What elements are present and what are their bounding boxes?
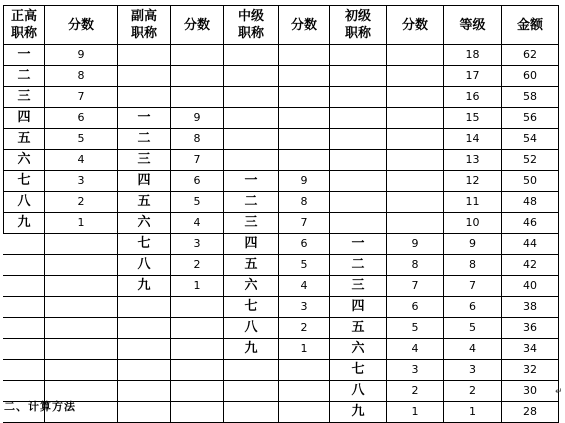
cell-senior-rank: 四 (4, 108, 45, 129)
cell-deputy-score (171, 318, 224, 339)
cell-amount: 56 (502, 108, 559, 129)
cell-middle-rank: 一 (224, 171, 279, 192)
cell-deputy-score (171, 297, 224, 318)
cell-junior-rank (330, 192, 387, 213)
cell-middle-rank (224, 402, 279, 423)
cell-deputy-rank: 三 (118, 150, 171, 171)
cell-middle-score (279, 360, 330, 381)
cell-deputy-score (171, 45, 224, 66)
cell-deputy-rank (118, 402, 171, 423)
header-middle-rank (224, 6, 279, 45)
cell-senior-score: 7 (45, 87, 118, 108)
cell-middle-rank: 五 (224, 255, 279, 276)
table-row (4, 318, 559, 339)
cell-grade: 8 (444, 255, 502, 276)
cell-senior-score: 2 (45, 192, 118, 213)
cell-junior-score (387, 129, 444, 150)
cell-deputy-rank: 八 (118, 255, 171, 276)
table-row (4, 66, 559, 87)
cell-deputy-score: 6 (171, 171, 224, 192)
cell-senior-rank (4, 339, 45, 360)
cell-amount: 46 (502, 213, 559, 234)
grade-salary-table (3, 5, 559, 423)
header-deputy-rank (118, 6, 171, 45)
cell-deputy-rank (118, 318, 171, 339)
cell-deputy-score: 8 (171, 129, 224, 150)
cell-deputy-score: 1 (171, 276, 224, 297)
cell-junior-rank: 五 (330, 318, 387, 339)
cell-senior-rank: 一 (4, 45, 45, 66)
cell-middle-score: 6 (279, 234, 330, 255)
header-senior-rank (4, 6, 45, 45)
cell-junior-rank (330, 213, 387, 234)
cell-grade: 2 (444, 381, 502, 402)
cell-amount: 34 (502, 339, 559, 360)
table-row (4, 108, 559, 129)
cell-grade: 13 (444, 150, 502, 171)
table-row (4, 234, 559, 255)
cell-deputy-rank (118, 381, 171, 402)
table-row (4, 297, 559, 318)
cell-deputy-rank: 四 (118, 171, 171, 192)
cell-junior-score: 4 (387, 339, 444, 360)
cell-senior-score: 3 (45, 171, 118, 192)
cell-senior-rank (4, 276, 45, 297)
cell-grade: 18 (444, 45, 502, 66)
cell-junior-score (387, 192, 444, 213)
cell-grade: 3 (444, 360, 502, 381)
cell-junior-score (387, 171, 444, 192)
cell-amount: 60 (502, 66, 559, 87)
cell-middle-score (279, 129, 330, 150)
cell-deputy-score: 3 (171, 234, 224, 255)
cell-junior-rank (330, 108, 387, 129)
cell-deputy-rank (118, 66, 171, 87)
cell-grade: 16 (444, 87, 502, 108)
cell-junior-score (387, 150, 444, 171)
cell-deputy-rank: 一 (118, 108, 171, 129)
cell-grade: 15 (444, 108, 502, 129)
cell-middle-rank: 九 (224, 339, 279, 360)
cell-amount: 38 (502, 297, 559, 318)
cell-middle-score (279, 402, 330, 423)
cell-deputy-score: 9 (171, 108, 224, 129)
header-junior-rank (330, 6, 387, 45)
cell-senior-score: 9 (45, 45, 118, 66)
cell-junior-rank: 七 (330, 360, 387, 381)
cell-deputy-rank: 五 (118, 192, 171, 213)
cell-deputy-score (171, 66, 224, 87)
cell-senior-score (45, 318, 118, 339)
cell-grade: 4 (444, 339, 502, 360)
cell-senior-rank: 三 (4, 87, 45, 108)
cell-deputy-rank: 七 (118, 234, 171, 255)
table-row (4, 171, 559, 192)
table-row (4, 150, 559, 171)
cell-junior-rank (330, 45, 387, 66)
cell-senior-score (45, 234, 118, 255)
cell-deputy-rank (118, 297, 171, 318)
header-senior-score: 分数 (45, 6, 118, 45)
cell-senior-rank (4, 255, 45, 276)
cell-middle-score: 4 (279, 276, 330, 297)
header-deputy-score: 分数 (171, 6, 224, 45)
cell-junior-score: 7 (387, 276, 444, 297)
table-row (4, 339, 559, 360)
cell-middle-score: 2 (279, 318, 330, 339)
header-middle-rank-bottom: 职称 (237, 26, 264, 41)
cell-middle-score (279, 87, 330, 108)
cell-senior-score: 4 (45, 150, 118, 171)
cell-amount: 54 (502, 129, 559, 150)
cell-deputy-score (171, 360, 224, 381)
table-row (4, 276, 559, 297)
cell-junior-rank (330, 129, 387, 150)
cell-grade: 11 (444, 192, 502, 213)
cell-middle-score: 5 (279, 255, 330, 276)
cell-deputy-score (171, 87, 224, 108)
cell-amount: 62 (502, 45, 559, 66)
cell-junior-rank (330, 87, 387, 108)
cell-deputy-rank (118, 45, 171, 66)
cell-junior-rank (330, 66, 387, 87)
cell-senior-score (45, 297, 118, 318)
cell-deputy-score (171, 381, 224, 402)
table-row (4, 255, 559, 276)
cell-deputy-score: 2 (171, 255, 224, 276)
cell-junior-rank: 二 (330, 255, 387, 276)
cell-senior-rank (4, 297, 45, 318)
cell-amount: 40 (502, 276, 559, 297)
cell-deputy-rank (118, 87, 171, 108)
cell-junior-rank (330, 171, 387, 192)
cell-junior-score: 6 (387, 297, 444, 318)
table-row (4, 213, 559, 234)
cell-deputy-rank: 九 (118, 276, 171, 297)
table-row (4, 87, 559, 108)
cell-grade: 9 (444, 234, 502, 255)
cell-amount: 48 (502, 192, 559, 213)
cell-junior-score (387, 66, 444, 87)
header-amount: 金额 (502, 6, 559, 45)
cell-junior-score: 5 (387, 318, 444, 339)
cell-junior-rank: 三 (330, 276, 387, 297)
cell-middle-score: 8 (279, 192, 330, 213)
cell-middle-rank (224, 45, 279, 66)
header-deputy-rank-bottom: 职称 (130, 26, 157, 41)
cell-middle-rank (224, 66, 279, 87)
cell-senior-rank (4, 318, 45, 339)
cell-senior-rank: 六 (4, 150, 45, 171)
cell-junior-rank: 八 (330, 381, 387, 402)
cell-junior-score (387, 87, 444, 108)
cell-senior-score: 8 (45, 66, 118, 87)
cell-middle-rank: 六 (224, 276, 279, 297)
cell-middle-rank: 七 (224, 297, 279, 318)
cell-middle-rank (224, 150, 279, 171)
cell-grade: 10 (444, 213, 502, 234)
cell-deputy-rank: 六 (118, 213, 171, 234)
cell-junior-score (387, 108, 444, 129)
cell-middle-rank: 四 (224, 234, 279, 255)
cell-junior-rank: 四 (330, 297, 387, 318)
cell-senior-score (45, 276, 118, 297)
cell-junior-rank (330, 150, 387, 171)
cell-junior-score (387, 213, 444, 234)
cell-junior-rank: 六 (330, 339, 387, 360)
cell-senior-rank: 八 (4, 192, 45, 213)
section-heading-partial: 二、计算方法 (4, 400, 76, 413)
cell-senior-score: 5 (45, 129, 118, 150)
cell-amount: 52 (502, 150, 559, 171)
header-senior-rank-top: 正高 (10, 9, 37, 24)
header-deputy-rank-top: 副高 (130, 9, 157, 24)
cell-middle-score: 7 (279, 213, 330, 234)
cell-middle-score (279, 381, 330, 402)
table-row (4, 192, 559, 213)
header-junior-score: 分数 (387, 6, 444, 45)
cell-deputy-score: 5 (171, 192, 224, 213)
cell-amount: 32 (502, 360, 559, 381)
cell-middle-rank: 三 (224, 213, 279, 234)
cell-middle-rank: 二 (224, 192, 279, 213)
cell-amount: 50 (502, 171, 559, 192)
cell-middle-score (279, 108, 330, 129)
cell-deputy-score (171, 402, 224, 423)
paragraph-return-mark: ↵ (555, 387, 563, 397)
cell-senior-rank (4, 360, 45, 381)
cell-middle-score (279, 150, 330, 171)
table-row (4, 360, 559, 381)
cell-grade: 5 (444, 318, 502, 339)
cell-amount: 28 (502, 402, 559, 423)
header-grade: 等级 (444, 6, 502, 45)
cell-amount: 58 (502, 87, 559, 108)
cell-senior-rank: 七 (4, 171, 45, 192)
cell-middle-score (279, 66, 330, 87)
cell-deputy-rank (118, 360, 171, 381)
cell-middle-score: 3 (279, 297, 330, 318)
cell-senior-score (45, 360, 118, 381)
cell-senior-score: 6 (45, 108, 118, 129)
header-junior-rank-top: 初级 (344, 9, 371, 24)
cell-senior-rank: 二 (4, 66, 45, 87)
cell-middle-rank (224, 108, 279, 129)
cell-middle-rank (224, 87, 279, 108)
cell-middle-score: 1 (279, 339, 330, 360)
table-row (4, 381, 559, 402)
cell-amount: 30 (502, 381, 559, 402)
cell-senior-score (45, 255, 118, 276)
header-middle-rank-top: 中级 (237, 9, 264, 24)
header-middle-score: 分数 (279, 6, 330, 45)
cell-grade: 1 (444, 402, 502, 423)
cell-deputy-score: 7 (171, 150, 224, 171)
cell-senior-rank: 九 (4, 213, 45, 234)
cell-deputy-score (171, 339, 224, 360)
cell-junior-score (387, 45, 444, 66)
header-junior-rank-bottom: 职称 (344, 26, 371, 41)
cell-senior-score: 1 (45, 213, 118, 234)
cell-junior-score: 2 (387, 381, 444, 402)
cell-junior-score: 3 (387, 360, 444, 381)
cell-amount: 42 (502, 255, 559, 276)
cell-deputy-score: 4 (171, 213, 224, 234)
cell-deputy-rank (118, 339, 171, 360)
cell-junior-score: 1 (387, 402, 444, 423)
table-row (4, 402, 559, 423)
cell-senior-rank (4, 234, 45, 255)
header-row (4, 6, 559, 45)
cell-middle-score: 9 (279, 171, 330, 192)
cell-middle-score (279, 45, 330, 66)
cell-grade: 17 (444, 66, 502, 87)
cell-senior-score (45, 339, 118, 360)
header-senior-rank-bottom: 职称 (10, 26, 37, 41)
cell-middle-rank (224, 129, 279, 150)
cell-junior-rank: 九 (330, 402, 387, 423)
cell-junior-score: 9 (387, 234, 444, 255)
cell-amount: 44 (502, 234, 559, 255)
cell-junior-rank: 一 (330, 234, 387, 255)
cell-junior-score: 8 (387, 255, 444, 276)
cell-middle-rank: 八 (224, 318, 279, 339)
cell-grade: 12 (444, 171, 502, 192)
table-row (4, 129, 559, 150)
cell-middle-rank (224, 360, 279, 381)
cell-grade: 7 (444, 276, 502, 297)
cell-middle-rank (224, 381, 279, 402)
cell-senior-rank: 五 (4, 129, 45, 150)
cell-grade: 14 (444, 129, 502, 150)
cell-grade: 6 (444, 297, 502, 318)
cell-deputy-rank: 二 (118, 129, 171, 150)
cell-amount: 36 (502, 318, 559, 339)
table-row (4, 45, 559, 66)
